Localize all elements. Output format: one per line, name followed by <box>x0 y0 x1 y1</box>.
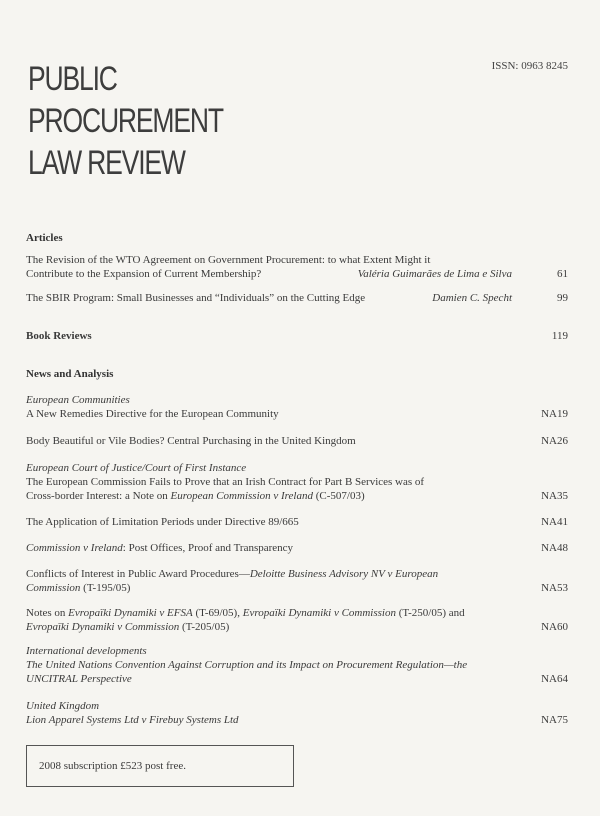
news-title-part: (T-250/05) and <box>395 607 465 619</box>
case-name: Evropaïki Dynamiki v Commission <box>242 607 396 619</box>
page-number: 61 <box>557 268 568 280</box>
news-title-line <box>26 489 568 503</box>
news-title-line <box>26 620 568 634</box>
article-entry <box>26 253 568 281</box>
subscription-text: 2008 subscription £523 post free. <box>39 760 186 772</box>
news-title: The Application of Limitation Periods under Directive 89/665 <box>26 516 299 528</box>
case-name: Commission <box>26 582 81 594</box>
subscription-box <box>26 745 294 787</box>
article-author: Valéria Guimarães de Lima e Silva <box>357 268 512 280</box>
book-reviews-entry <box>26 329 568 343</box>
case-name: Lion Apparel Systems Ltd v Firebuy Systems Ltd <box>26 714 239 726</box>
news-title-part: Notes on <box>26 607 69 619</box>
news-title: Body Beautiful or Vile Bodies? Central Purchasing in the United Kingdom <box>26 435 356 447</box>
page-number: NA75 <box>541 714 568 726</box>
page-number: 119 <box>551 330 568 342</box>
news-title-line: The European Commission Fails to Prove that an Irish Contract for Part B Services was of <box>26 476 425 488</box>
news-title-part: (T-69/05), <box>192 607 243 619</box>
news-title-part: (T-205/05) <box>179 621 230 633</box>
page-number: NA41 <box>541 516 568 528</box>
journal-title-line: PUBLIC <box>28 60 117 98</box>
news-entry <box>26 461 568 503</box>
article-entry <box>26 291 568 305</box>
case-name: Commission v Ireland <box>26 542 123 554</box>
case-name: European Commission v Ireland <box>170 490 313 502</box>
book-reviews-heading: Book Reviews <box>26 330 92 342</box>
news-title-part: Conflicts of Interest in Public Award Procedures— <box>26 568 250 580</box>
news-title-part: : Post Offices, Proof and Transparency <box>122 542 294 554</box>
news-entry <box>26 606 568 634</box>
article-title-line: The SBIR Program: Small Businesses and “Individuals” on the Cutting Edge <box>26 292 366 304</box>
news-title-line <box>26 581 568 595</box>
news-title-line: UNCITRAL Perspective <box>26 673 132 685</box>
articles-heading: Articles <box>26 232 63 244</box>
page-number: NA64 <box>541 673 568 685</box>
page-number: 99 <box>557 292 568 304</box>
page-number: NA26 <box>541 435 568 447</box>
news-title-line: The United Nations Convention Against Corruption and its Impact on Procurement Regulation—the <box>26 659 468 671</box>
page-number: NA48 <box>541 542 568 554</box>
journal-title-line: PROCUREMENT <box>28 102 223 140</box>
news-title <box>26 541 568 555</box>
page-number: NA19 <box>541 408 568 420</box>
news-category: European Court of Justice/Court of First Instance <box>26 462 247 474</box>
journal-title <box>28 58 223 184</box>
news-entry <box>26 434 568 448</box>
news-entry <box>26 541 568 555</box>
article-author: Damien C. Specht <box>432 292 512 304</box>
news-category: European Communities <box>26 394 130 406</box>
article-title-line: Contribute to the Expansion of Current Membership? <box>26 268 262 280</box>
news-title-part: (C-507/03) <box>312 490 365 502</box>
article-title-line: The Revision of the WTO Agreement on Government Procurement: to what Extent Might it <box>26 254 431 266</box>
news-entry <box>26 699 568 727</box>
news-entry <box>26 567 568 595</box>
case-name: Evropaïki Dynamiki v Commission <box>26 621 180 633</box>
news-entry <box>26 644 568 686</box>
page-number: NA53 <box>541 582 568 594</box>
page-number: NA60 <box>541 621 568 633</box>
news-title-line <box>26 567 568 581</box>
news-title-line <box>26 606 568 620</box>
case-name: Deloitte Business Advisory NV v European <box>249 568 439 580</box>
news-category: International developments <box>26 645 147 657</box>
news-title: A New Remedies Directive for the European Community <box>26 408 279 420</box>
page-number: NA35 <box>541 490 568 502</box>
news-category: United Kingdom <box>26 700 100 712</box>
news-entry <box>26 515 568 529</box>
news-heading: News and Analysis <box>26 368 114 380</box>
journal-title-line: LAW REVIEW <box>28 144 185 182</box>
news-title-part: (T-195/05) <box>80 582 131 594</box>
news-title-part: Cross-border Interest: a Note on <box>26 490 171 502</box>
issn: ISSN: 0963 8245 <box>491 60 568 72</box>
news-entry <box>26 393 568 421</box>
case-name: Evropaïki Dynamiki v EFSA <box>68 607 193 619</box>
